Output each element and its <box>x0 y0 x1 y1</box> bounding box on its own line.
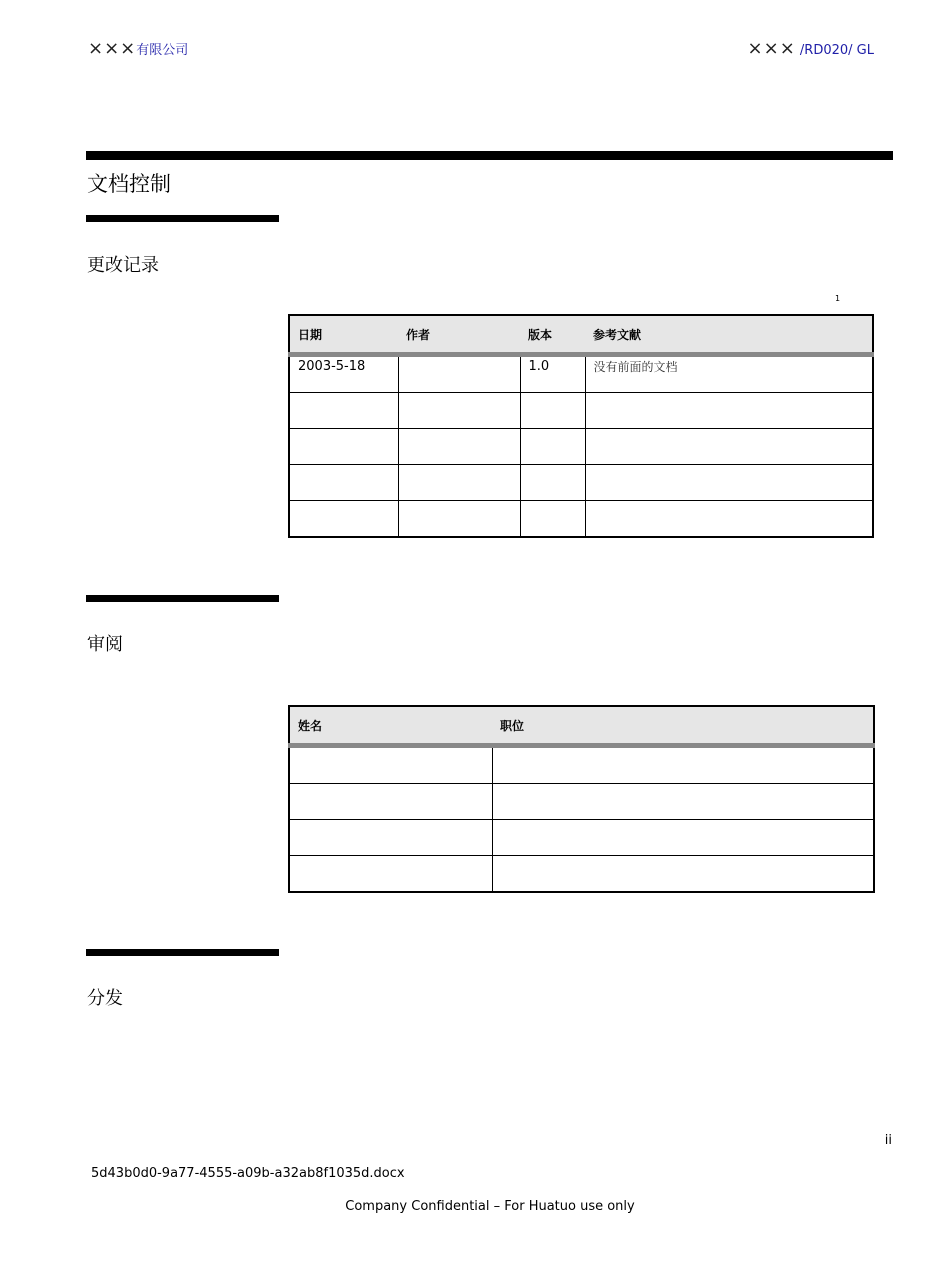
table-row <box>289 746 874 784</box>
column-header-position: 职位 <box>492 706 874 746</box>
page-title: 文档控制 <box>87 172 171 196</box>
table-row <box>289 393 873 429</box>
review-header-row <box>289 706 874 746</box>
table-cell <box>289 429 398 465</box>
header-doc-code <box>748 38 874 59</box>
table-cell <box>520 501 585 538</box>
title-rule <box>86 151 893 160</box>
table-cell <box>289 746 492 784</box>
table-cell <box>492 856 874 893</box>
table-cell: 没有前面的文档 <box>585 355 873 393</box>
section-title-distribution: 分发 <box>87 988 123 1009</box>
table-row <box>289 784 874 820</box>
column-header-date: 日期 <box>289 315 398 355</box>
table-cell <box>398 355 520 393</box>
section-title-review: 审阅 <box>87 634 123 655</box>
table-cell <box>492 820 874 856</box>
column-header-version: 版本 <box>520 315 585 355</box>
section-title-change-record: 更改记录 <box>87 255 159 276</box>
table-cell <box>289 465 398 501</box>
footer-confidential: Company Confidential – For Huatuo use only <box>345 1199 635 1214</box>
table-row <box>289 355 873 393</box>
table-cell <box>585 429 873 465</box>
table-cell <box>398 429 520 465</box>
table-cell <box>520 393 585 429</box>
table-cell: 1.0 <box>520 355 585 393</box>
column-header-author: 作者 <box>398 315 520 355</box>
table-row <box>289 856 874 893</box>
table-row <box>289 465 873 501</box>
table-cell <box>492 746 874 784</box>
column-header-name: 姓名 <box>289 706 492 746</box>
table-cell <box>520 429 585 465</box>
table-cell <box>289 856 492 893</box>
table-row <box>289 820 874 856</box>
footer-filename: 5d43b0d0-9a77-4555-a09b-a32ab8f1035d.docx <box>91 1166 405 1181</box>
table-cell <box>585 393 873 429</box>
table-cell <box>289 393 398 429</box>
table-row <box>289 429 873 465</box>
review-table <box>288 705 875 893</box>
column-header-reference: 参考文献 <box>585 315 873 355</box>
table-cell <box>289 820 492 856</box>
table-cell: 2003-5-18 <box>289 355 398 393</box>
header-company <box>88 38 188 59</box>
header-doc-code-text: /RD020/ GL <box>799 43 874 58</box>
table-cell <box>398 465 520 501</box>
table-cell <box>289 501 398 538</box>
header-company-name: 有限公司 <box>136 43 189 58</box>
table-row <box>289 501 873 538</box>
change-record-table <box>288 314 874 538</box>
change-record-header-row <box>289 315 873 355</box>
table-cell <box>289 784 492 820</box>
section-rule-review <box>86 595 279 602</box>
table-cell <box>585 465 873 501</box>
section-rule-distribution <box>86 949 279 956</box>
header-right-mark: ××× <box>747 38 796 59</box>
header-left-mark: ××× <box>88 38 137 59</box>
table-cell <box>398 501 520 538</box>
footnote-marker: 1 <box>835 294 841 303</box>
table-cell <box>492 784 874 820</box>
page-number: ii <box>884 1133 892 1148</box>
table-cell <box>585 501 873 538</box>
table-cell <box>398 393 520 429</box>
table-cell <box>520 465 585 501</box>
section-rule-change-record <box>86 215 279 222</box>
